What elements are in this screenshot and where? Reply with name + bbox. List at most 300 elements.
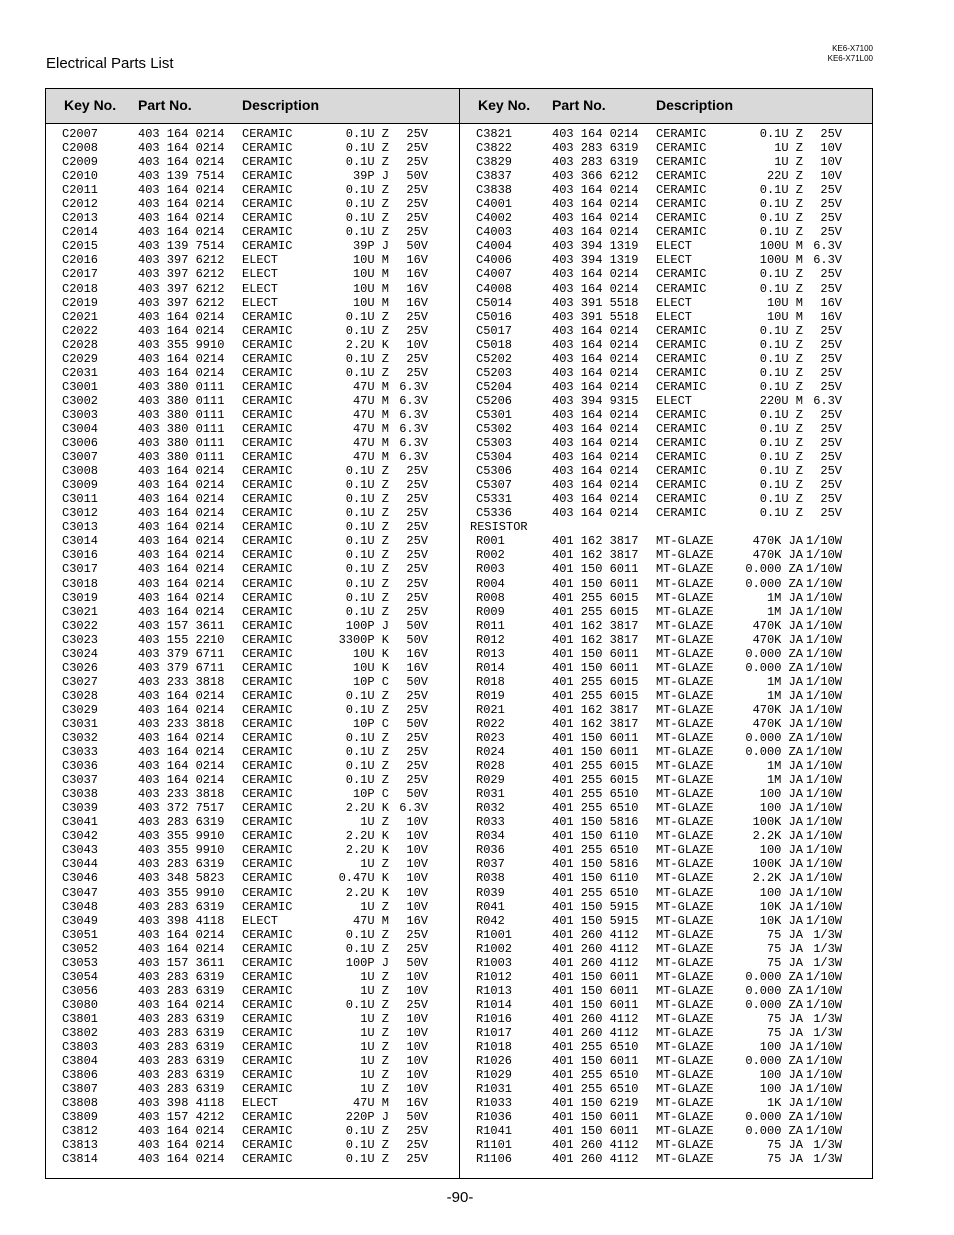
cell-key-no: C3023 xyxy=(62,632,99,647)
cell-key-no: C3008 xyxy=(62,464,99,479)
table-row xyxy=(460,984,872,998)
cell-rating: 6.3V xyxy=(813,253,842,268)
cell-key-no: C2008 xyxy=(62,141,99,156)
cell-key-no: R1029 xyxy=(476,1068,513,1083)
table-row xyxy=(46,759,458,773)
cell-rating: 25V xyxy=(820,127,842,141)
cell-part-no: 403 164 0214 xyxy=(138,997,225,1012)
cell-part-no: 403 157 4212 xyxy=(138,1110,225,1125)
cell-rating: 1/10W xyxy=(805,702,842,717)
cell-part-no: 403 164 0214 xyxy=(138,155,225,170)
cell-description: MT-GLAZE xyxy=(656,731,714,746)
cell-description: CERAMIC xyxy=(242,436,293,451)
cell-value: 0.1U Z xyxy=(345,688,389,703)
table-row xyxy=(46,717,458,731)
cell-part-no: 401 162 3817 xyxy=(552,632,639,647)
cell-rating: 25V xyxy=(406,323,428,338)
table-row xyxy=(460,338,872,352)
cell-part-no: 403 164 0214 xyxy=(138,1124,225,1139)
cell-part-no: 403 164 0214 xyxy=(138,604,225,619)
cell-key-no: R023 xyxy=(476,731,505,746)
table-row xyxy=(460,239,872,253)
cell-rating: 25V xyxy=(406,731,428,746)
table-row xyxy=(46,731,458,745)
cell-part-no: 401 255 6015 xyxy=(552,688,639,703)
table-row xyxy=(460,394,872,408)
cell-part-no: 403 164 0214 xyxy=(552,450,639,465)
table-row xyxy=(460,759,872,773)
cell-key-no: C3028 xyxy=(62,688,99,703)
cell-part-no: 403 164 0214 xyxy=(138,141,225,156)
cell-key-no: C3047 xyxy=(62,885,99,900)
cell-part-no: 401 260 4112 xyxy=(552,1011,639,1026)
cell-key-no: C3814 xyxy=(62,1152,99,1167)
cell-part-no: 401 150 6011 xyxy=(552,1054,639,1069)
cell-key-no: C3804 xyxy=(62,1054,99,1069)
cell-description: CERAMIC xyxy=(242,871,293,886)
cell-part-no: 401 162 3817 xyxy=(552,716,639,731)
cell-part-no: 403 164 0214 xyxy=(552,127,639,141)
table-row xyxy=(460,843,872,857)
cell-rating: 25V xyxy=(820,183,842,198)
cell-value: 0.1U Z xyxy=(759,337,803,352)
cell-value: 0.1U Z xyxy=(759,351,803,366)
cell-rating: 25V xyxy=(820,323,842,338)
cell-value: 75 JA xyxy=(766,1138,803,1153)
cell-rating: 25V xyxy=(406,702,428,717)
cell-value: 470K JA xyxy=(752,632,803,647)
cell-part-no: 401 255 6015 xyxy=(552,773,639,788)
table-row xyxy=(460,534,872,548)
cell-key-no: C4007 xyxy=(476,267,513,282)
cell-rating: 1/10W xyxy=(805,632,842,647)
cell-description: CERAMIC xyxy=(242,351,293,366)
cell-key-no: C3080 xyxy=(62,997,99,1012)
cell-part-no: 401 150 6011 xyxy=(552,646,639,661)
cell-value: 75 JA xyxy=(766,1011,803,1026)
cell-value: 10U M xyxy=(352,295,389,310)
cell-rating: 1/10W xyxy=(805,1082,842,1097)
cell-value: 47U M xyxy=(352,379,389,394)
table-row xyxy=(46,478,458,492)
table-row xyxy=(46,843,458,857)
table-row xyxy=(460,914,872,928)
cell-key-no: C3013 xyxy=(62,520,99,535)
table-row xyxy=(460,197,872,211)
table-row xyxy=(46,394,458,408)
cell-rating: 1/10W xyxy=(805,618,842,633)
cell-key-no: R037 xyxy=(476,857,505,872)
table-row xyxy=(460,464,872,478)
cell-value: 470K JA xyxy=(752,548,803,563)
cell-part-no: 403 164 0214 xyxy=(138,548,225,563)
table-row xyxy=(46,914,458,928)
cell-description: CERAMIC xyxy=(242,183,293,198)
cell-part-no: 403 394 9315 xyxy=(552,393,639,408)
cell-value: 2.2U K xyxy=(345,829,389,844)
cell-description: CERAMIC xyxy=(242,393,293,408)
cell-description: CERAMIC xyxy=(242,815,293,830)
cell-rating: 1/3W xyxy=(813,1138,842,1153)
cell-part-no: 403 139 7514 xyxy=(138,169,225,184)
cell-rating: 25V xyxy=(406,927,428,942)
cell-value: 0.000 ZA xyxy=(745,997,803,1012)
table-row xyxy=(460,956,872,970)
cell-value: 10U K xyxy=(352,660,389,675)
cell-value: 47U M xyxy=(352,421,389,436)
model-code: KE6-X71L00 xyxy=(827,54,873,63)
cell-rating: 25V xyxy=(406,548,428,563)
cell-rating: 25V xyxy=(406,211,428,226)
cell-key-no: C2018 xyxy=(62,281,99,296)
cell-rating: 25V xyxy=(406,351,428,366)
cell-rating: 25V xyxy=(406,590,428,605)
cell-key-no: R009 xyxy=(476,604,505,619)
cell-description: CERAMIC xyxy=(242,323,293,338)
cell-description: CERAMIC xyxy=(242,309,293,324)
cell-value: 100 JA xyxy=(759,787,803,802)
cell-value: 0.1U Z xyxy=(345,1138,389,1153)
cell-value: 10U M xyxy=(766,295,803,310)
cell-key-no: C4006 xyxy=(476,253,513,268)
cell-part-no: 403 366 6212 xyxy=(552,169,639,184)
cell-value: 100 JA xyxy=(759,1068,803,1083)
cell-value: 10U M xyxy=(352,281,389,296)
cell-part-no: 403 283 6319 xyxy=(138,1026,225,1040)
cell-description: CERAMIC xyxy=(656,478,707,493)
cell-rating: 1/10W xyxy=(805,576,842,591)
cell-part-no: 403 164 0214 xyxy=(552,478,639,493)
cell-description: CERAMIC xyxy=(242,211,293,226)
cell-key-no: R004 xyxy=(476,576,505,591)
cell-value: 10P C xyxy=(352,787,389,802)
table-row xyxy=(46,956,458,970)
cell-rating: 25V xyxy=(406,773,428,788)
cell-part-no: 401 150 6011 xyxy=(552,731,639,746)
cell-rating: 6.3V xyxy=(399,407,428,422)
cell-value: 0.1U Z xyxy=(345,464,389,479)
table-row xyxy=(460,296,872,310)
cell-key-no: C5202 xyxy=(476,351,513,366)
cell-key-no: R1016 xyxy=(476,1011,513,1026)
cell-rating: 16V xyxy=(406,1096,428,1111)
cell-value: 1M JA xyxy=(766,674,803,689)
cell-part-no: 401 255 6510 xyxy=(552,1082,639,1097)
table-row xyxy=(46,984,458,998)
table-row xyxy=(46,1040,458,1054)
cell-key-no: R1002 xyxy=(476,941,513,956)
cell-description: CERAMIC xyxy=(242,731,293,746)
table-row xyxy=(46,970,458,984)
cell-key-no: C3022 xyxy=(62,618,99,633)
cell-rating: 16V xyxy=(406,660,428,675)
cell-rating: 1/10W xyxy=(805,913,842,928)
cell-description: ELECT xyxy=(242,913,279,928)
cell-value: 0.1U Z xyxy=(345,941,389,956)
cell-part-no: 403 283 6319 xyxy=(138,983,225,998)
cell-key-no: C3041 xyxy=(62,815,99,830)
cell-key-no: C5307 xyxy=(476,478,513,493)
cell-value: 0.1U Z xyxy=(345,351,389,366)
cell-description: CERAMIC xyxy=(656,127,707,141)
table-row xyxy=(460,478,872,492)
table-row xyxy=(46,338,458,352)
cell-value: 0.1U Z xyxy=(345,478,389,493)
cell-part-no: 403 283 6319 xyxy=(552,141,639,156)
cell-description: CERAMIC xyxy=(242,337,293,352)
cell-part-no: 403 164 0214 xyxy=(552,183,639,198)
cell-key-no: C4004 xyxy=(476,239,513,254)
cell-part-no: 403 391 5518 xyxy=(552,309,639,324)
cell-description: MT-GLAZE xyxy=(656,787,714,802)
cell-value: 0.1U Z xyxy=(759,450,803,465)
cell-rating: 25V xyxy=(820,407,842,422)
table-row xyxy=(46,436,458,450)
cell-description: CERAMIC xyxy=(242,969,293,984)
cell-rating: 1/3W xyxy=(813,1026,842,1040)
cell-rating: 1/10W xyxy=(805,843,842,858)
cell-rating: 50V xyxy=(406,787,428,802)
cell-description: MT-GLAZE xyxy=(656,829,714,844)
cell-value: 0.1U Z xyxy=(345,562,389,577)
cell-description: MT-GLAZE xyxy=(656,857,714,872)
cell-description: CERAMIC xyxy=(656,365,707,380)
cell-key-no: R001 xyxy=(476,534,505,549)
cell-description: CERAMIC xyxy=(242,421,293,436)
cell-part-no: 403 139 7514 xyxy=(138,239,225,254)
cell-value: 0.1U Z xyxy=(759,421,803,436)
cell-part-no: 403 164 0214 xyxy=(138,211,225,226)
cell-rating: 25V xyxy=(820,197,842,212)
cell-description: CERAMIC xyxy=(656,141,707,156)
header-description: Description xyxy=(242,97,320,113)
cell-part-no: 401 255 6015 xyxy=(552,604,639,619)
cell-rating: 25V xyxy=(406,688,428,703)
cell-part-no: 403 164 0214 xyxy=(138,225,225,240)
table-row xyxy=(46,310,458,324)
cell-description: MT-GLAZE xyxy=(656,1040,714,1055)
cell-description: CERAMIC xyxy=(656,169,707,184)
cell-description: CERAMIC xyxy=(656,421,707,436)
cell-value: 47U M xyxy=(352,393,389,408)
cell-description: MT-GLAZE xyxy=(656,674,714,689)
cell-rating: 1/10W xyxy=(805,773,842,788)
cell-rating: 10V xyxy=(406,829,428,844)
cell-key-no: R013 xyxy=(476,646,505,661)
table-row xyxy=(46,548,458,562)
cell-rating: 1/10W xyxy=(805,829,842,844)
cell-description: CERAMIC xyxy=(242,604,293,619)
table-row xyxy=(460,857,872,871)
cell-key-no: C2022 xyxy=(62,323,99,338)
cell-part-no: 403 391 5518 xyxy=(552,295,639,310)
cell-value: 1U Z xyxy=(360,1040,389,1055)
cell-description: MT-GLAZE xyxy=(656,1096,714,1111)
cell-rating: 50V xyxy=(406,955,428,970)
cell-rating: 1/10W xyxy=(805,1110,842,1125)
cell-key-no: C3042 xyxy=(62,829,99,844)
cell-part-no: 403 355 9910 xyxy=(138,843,225,858)
table-row xyxy=(46,296,458,310)
cell-rating: 25V xyxy=(406,506,428,521)
cell-description: CERAMIC xyxy=(656,506,707,521)
cell-part-no: 403 355 9910 xyxy=(138,337,225,352)
cell-value: 100P J xyxy=(345,955,389,970)
cell-value: 10U M xyxy=(352,267,389,282)
cell-value: 100K JA xyxy=(752,857,803,872)
cell-rating: 1/10W xyxy=(805,1054,842,1069)
cell-value: 0.1U Z xyxy=(759,478,803,493)
cell-rating: 1/10W xyxy=(805,815,842,830)
cell-key-no: R038 xyxy=(476,871,505,886)
cell-rating: 16V xyxy=(406,646,428,661)
cell-description: CERAMIC xyxy=(242,1138,293,1153)
cell-description: MT-GLAZE xyxy=(656,843,714,858)
cell-key-no: R039 xyxy=(476,885,505,900)
cell-value: 100 JA xyxy=(759,801,803,816)
cell-part-no: 403 380 0111 xyxy=(138,450,225,465)
cell-rating: 25V xyxy=(820,225,842,240)
table-row xyxy=(46,534,458,548)
cell-key-no: C5018 xyxy=(476,337,513,352)
cell-rating: 50V xyxy=(406,239,428,254)
cell-description: MT-GLAZE xyxy=(656,1152,714,1167)
table-row xyxy=(46,1012,458,1026)
cell-key-no: R1013 xyxy=(476,983,513,998)
cell-description: CERAMIC xyxy=(656,281,707,296)
cell-value: 100 JA xyxy=(759,1082,803,1097)
table-row xyxy=(460,380,872,394)
cell-key-no: C3001 xyxy=(62,379,99,394)
cell-rating: 6.3V xyxy=(399,421,428,436)
header-part-no: Part No. xyxy=(552,97,606,113)
cell-rating: 1/10W xyxy=(805,548,842,563)
cell-key-no: C3053 xyxy=(62,955,99,970)
cell-part-no: 401 150 6219 xyxy=(552,1096,639,1111)
cell-rating: 10V xyxy=(406,1054,428,1069)
cell-description: CERAMIC xyxy=(242,520,293,535)
cell-description: MT-GLAZE xyxy=(656,562,714,577)
cell-value: 0.1U Z xyxy=(345,745,389,760)
cell-key-no: C2015 xyxy=(62,239,99,254)
cell-description: CERAMIC xyxy=(242,660,293,675)
cell-part-no: 403 397 6212 xyxy=(138,281,225,296)
table-row xyxy=(460,1040,872,1054)
cell-key-no: C5306 xyxy=(476,464,513,479)
cell-rating: 1/3W xyxy=(813,1011,842,1026)
table-row xyxy=(460,1124,872,1138)
table-row xyxy=(46,1054,458,1068)
cell-value: 47U M xyxy=(352,450,389,465)
cell-value: 0.1U Z xyxy=(345,141,389,156)
cell-key-no: C2016 xyxy=(62,253,99,268)
cell-key-no: C3803 xyxy=(62,1040,99,1055)
cell-description: MT-GLAZE xyxy=(656,590,714,605)
left-column xyxy=(46,127,458,1166)
cell-part-no: 403 164 0214 xyxy=(138,562,225,577)
cell-rating: 10V xyxy=(406,337,428,352)
table-row xyxy=(46,492,458,506)
cell-rating: 25V xyxy=(406,127,428,141)
cell-value: 0.47U K xyxy=(338,871,389,886)
cell-rating: 50V xyxy=(406,618,428,633)
cell-value: 220P J xyxy=(345,1110,389,1125)
cell-rating: 1/10W xyxy=(805,1068,842,1083)
cell-rating: 25V xyxy=(406,225,428,240)
cell-rating: 10V xyxy=(406,815,428,830)
cell-key-no: C3807 xyxy=(62,1082,99,1097)
header-key-no: Key No. xyxy=(478,97,531,113)
cell-value: 0.1U Z xyxy=(345,520,389,535)
cell-rating: 1/10W xyxy=(805,871,842,886)
cell-value: 0.1U Z xyxy=(345,127,389,141)
cell-value: 100P J xyxy=(345,618,389,633)
table-row xyxy=(46,239,458,253)
cell-part-no: 403 380 0111 xyxy=(138,393,225,408)
cell-part-no: 403 164 0214 xyxy=(552,281,639,296)
cell-value: 100 JA xyxy=(759,1040,803,1055)
cell-key-no: C3007 xyxy=(62,450,99,465)
table-row xyxy=(460,689,872,703)
cell-key-no: R033 xyxy=(476,815,505,830)
cell-description: MT-GLAZE xyxy=(656,1068,714,1083)
cell-key-no: C3009 xyxy=(62,478,99,493)
cell-value: 0.1U Z xyxy=(345,759,389,774)
cell-rating: 25V xyxy=(820,436,842,451)
cell-key-no: R002 xyxy=(476,548,505,563)
cell-rating: 25V xyxy=(406,604,428,619)
cell-part-no: 401 150 5915 xyxy=(552,899,639,914)
cell-value: 1M JA xyxy=(766,604,803,619)
table-row xyxy=(460,211,872,225)
cell-rating: 25V xyxy=(820,337,842,352)
cell-rating: 1/10W xyxy=(805,604,842,619)
cell-value: 100K JA xyxy=(752,815,803,830)
cell-key-no: R012 xyxy=(476,632,505,647)
cell-key-no: C3006 xyxy=(62,436,99,451)
cell-key-no: C3043 xyxy=(62,843,99,858)
cell-description: CERAMIC xyxy=(242,843,293,858)
table-row xyxy=(460,310,872,324)
cell-description: CERAMIC xyxy=(242,239,293,254)
cell-key-no: C2009 xyxy=(62,155,99,170)
cell-key-no: C4002 xyxy=(476,211,513,226)
cell-key-no: C3024 xyxy=(62,646,99,661)
cell-rating: 25V xyxy=(820,478,842,493)
cell-rating: 25V xyxy=(406,997,428,1012)
cell-description: CERAMIC xyxy=(242,983,293,998)
cell-value: 0.1U Z xyxy=(345,590,389,605)
cell-value: 0.1U Z xyxy=(345,225,389,240)
cell-part-no: 401 255 6510 xyxy=(552,843,639,858)
table-row xyxy=(460,745,872,759)
table-row xyxy=(460,282,872,296)
cell-key-no: R1014 xyxy=(476,997,513,1012)
cell-part-no: 403 379 6711 xyxy=(138,646,225,661)
cell-value: 0.1U Z xyxy=(759,365,803,380)
cell-rating: 25V xyxy=(406,365,428,380)
cell-description: MT-GLAZE xyxy=(656,1138,714,1153)
table-row xyxy=(46,169,458,183)
table-row xyxy=(46,282,458,296)
table-row xyxy=(460,506,872,520)
cell-value: 0.1U Z xyxy=(345,1152,389,1167)
cell-description: CERAMIC xyxy=(242,1082,293,1097)
cell-part-no: 403 283 6319 xyxy=(138,1054,225,1069)
cell-key-no: R024 xyxy=(476,745,505,760)
cell-description: MT-GLAZE xyxy=(656,660,714,675)
cell-key-no: C2028 xyxy=(62,337,99,352)
